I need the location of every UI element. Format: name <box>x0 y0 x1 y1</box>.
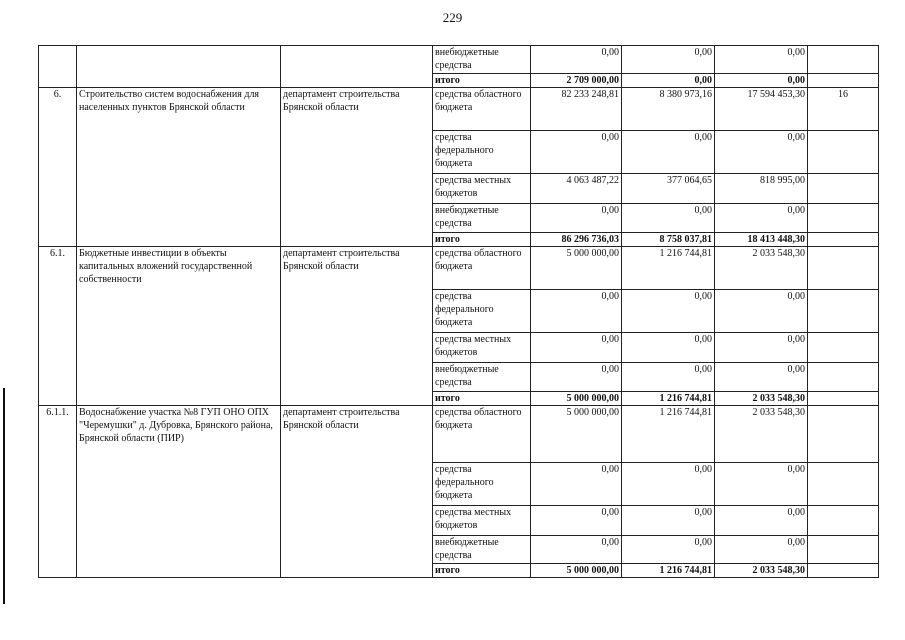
item-executor: департамент строительства Брянской области <box>281 247 433 406</box>
amount-cell: 0,00 <box>622 333 715 363</box>
amount-cell: 0,00 <box>622 463 715 506</box>
source-cell: средства областного бюджета <box>433 406 531 463</box>
extra-cell <box>808 204 879 233</box>
table-row <box>39 46 879 74</box>
amount-cell: 0,00 <box>715 131 808 174</box>
item-name: Водоснабжение участка №8 ГУП ОНО ОПХ "Черемушки" д. Дубровка, Брянского района, Брянской области (ПИР) <box>77 406 281 578</box>
table-row <box>39 406 879 463</box>
amount-cell: 17 594 453,30 <box>715 88 808 131</box>
amount-cell: 0,00 <box>531 333 622 363</box>
source-cell: средства федерального бюджета <box>433 131 531 174</box>
amount-cell: 0,00 <box>531 131 622 174</box>
num-cell <box>39 46 77 88</box>
amount-cell: 0,00 <box>622 204 715 233</box>
extra-cell <box>808 290 879 333</box>
source-cell: итого <box>433 233 531 247</box>
source-cell: внебюджетные средства <box>433 363 531 392</box>
amount-cell: 0,00 <box>715 290 808 333</box>
amount-cell: 0,00 <box>715 46 808 74</box>
amount-cell: 82 233 248,81 <box>531 88 622 131</box>
extra-cell <box>808 564 879 578</box>
extra-cell <box>808 174 879 204</box>
extra-cell <box>808 131 879 174</box>
amount-cell: 0,00 <box>531 463 622 506</box>
table-body <box>39 46 879 578</box>
amount-cell: 0,00 <box>715 536 808 564</box>
amount-cell: 0,00 <box>622 131 715 174</box>
source-cell: средства областного бюджета <box>433 247 531 290</box>
amount-cell: 0,00 <box>715 74 808 88</box>
amount-cell: 5 000 000,00 <box>531 392 622 406</box>
item-name: Бюджетные инвестиции в объекты капитальных вложений государственной собственности <box>77 247 281 406</box>
amount-cell: 0,00 <box>622 74 715 88</box>
extra-cell <box>808 363 879 392</box>
page-number: 229 <box>442 10 463 25</box>
budget-table <box>38 45 879 578</box>
amount-cell: 0,00 <box>715 363 808 392</box>
extra-cell <box>808 46 879 74</box>
extra-cell <box>808 506 879 536</box>
executor-cell <box>281 46 433 88</box>
amount-cell: 5 000 000,00 <box>531 247 622 290</box>
amount-cell: 0,00 <box>715 506 808 536</box>
amount-cell: 1 216 744,81 <box>622 392 715 406</box>
source-cell: средства областного бюджета <box>433 88 531 131</box>
amount-cell: 0,00 <box>622 363 715 392</box>
extra-cell <box>808 536 879 564</box>
source-cell: внебюджетные средства <box>433 204 531 233</box>
source-cell: итого <box>433 74 531 88</box>
amount-cell: 5 000 000,00 <box>531 406 622 463</box>
amount-cell: 18 413 448,30 <box>715 233 808 247</box>
source-cell: средства федерального бюджета <box>433 290 531 333</box>
amount-cell: 1 216 744,81 <box>622 406 715 463</box>
margin-scan-mark <box>3 388 5 604</box>
extra-cell <box>808 247 879 290</box>
amount-cell: 0,00 <box>715 333 808 363</box>
source-cell: внебюджетные средства <box>433 536 531 564</box>
extra-cell <box>808 74 879 88</box>
item-number: 6.1. <box>39 247 77 406</box>
amount-cell: 2 709 000,00 <box>531 74 622 88</box>
amount-cell: 0,00 <box>622 290 715 333</box>
amount-cell: 5 000 000,00 <box>531 564 622 578</box>
amount-cell: 818 995,00 <box>715 174 808 204</box>
amount-cell: 0,00 <box>531 536 622 564</box>
amount-cell: 0,00 <box>531 290 622 333</box>
amount-cell: 0,00 <box>531 204 622 233</box>
amount-cell: 0,00 <box>531 46 622 74</box>
amount-cell: 0,00 <box>531 363 622 392</box>
extra-cell <box>808 406 879 463</box>
amount-cell: 86 296 736,03 <box>531 233 622 247</box>
table-row <box>39 88 879 131</box>
amount-cell: 0,00 <box>622 506 715 536</box>
amount-cell: 1 216 744,81 <box>622 564 715 578</box>
source-cell: средства местных бюджетов <box>433 333 531 363</box>
amount-cell: 0,00 <box>715 463 808 506</box>
amount-cell: 0,00 <box>622 536 715 564</box>
extra-cell <box>808 333 879 363</box>
source-cell: средства местных бюджетов <box>433 174 531 204</box>
name-cell <box>77 46 281 88</box>
source-cell: средства федерального бюджета <box>433 463 531 506</box>
amount-cell: 0,00 <box>531 506 622 536</box>
amount-cell: 4 063 487,22 <box>531 174 622 204</box>
source-cell: итого <box>433 392 531 406</box>
amount-cell: 8 380 973,16 <box>622 88 715 131</box>
amount-cell: 8 758 037,81 <box>622 233 715 247</box>
item-number: 6. <box>39 88 77 247</box>
item-number: 6.1.1. <box>39 406 77 578</box>
amount-cell: 2 033 548,30 <box>715 406 808 463</box>
amount-cell: 0,00 <box>622 46 715 74</box>
extra-cell: 16 <box>808 88 879 131</box>
source-cell: внебюджетные средства <box>433 46 531 74</box>
table-row <box>39 247 879 290</box>
amount-cell: 0,00 <box>715 204 808 233</box>
item-executor: департамент строительства Брянской области <box>281 88 433 247</box>
extra-cell <box>808 463 879 506</box>
extra-cell <box>808 233 879 247</box>
item-name: Строительство систем водоснабжения для населенных пунктов Брянской области <box>77 88 281 247</box>
extra-cell <box>808 392 879 406</box>
amount-cell: 2 033 548,30 <box>715 564 808 578</box>
item-executor: департамент строительства Брянской области <box>281 406 433 578</box>
source-cell: итого <box>433 564 531 578</box>
amount-cell: 2 033 548,30 <box>715 392 808 406</box>
source-cell: средства местных бюджетов <box>433 506 531 536</box>
amount-cell: 2 033 548,30 <box>715 247 808 290</box>
amount-cell: 377 064,65 <box>622 174 715 204</box>
amount-cell: 1 216 744,81 <box>622 247 715 290</box>
